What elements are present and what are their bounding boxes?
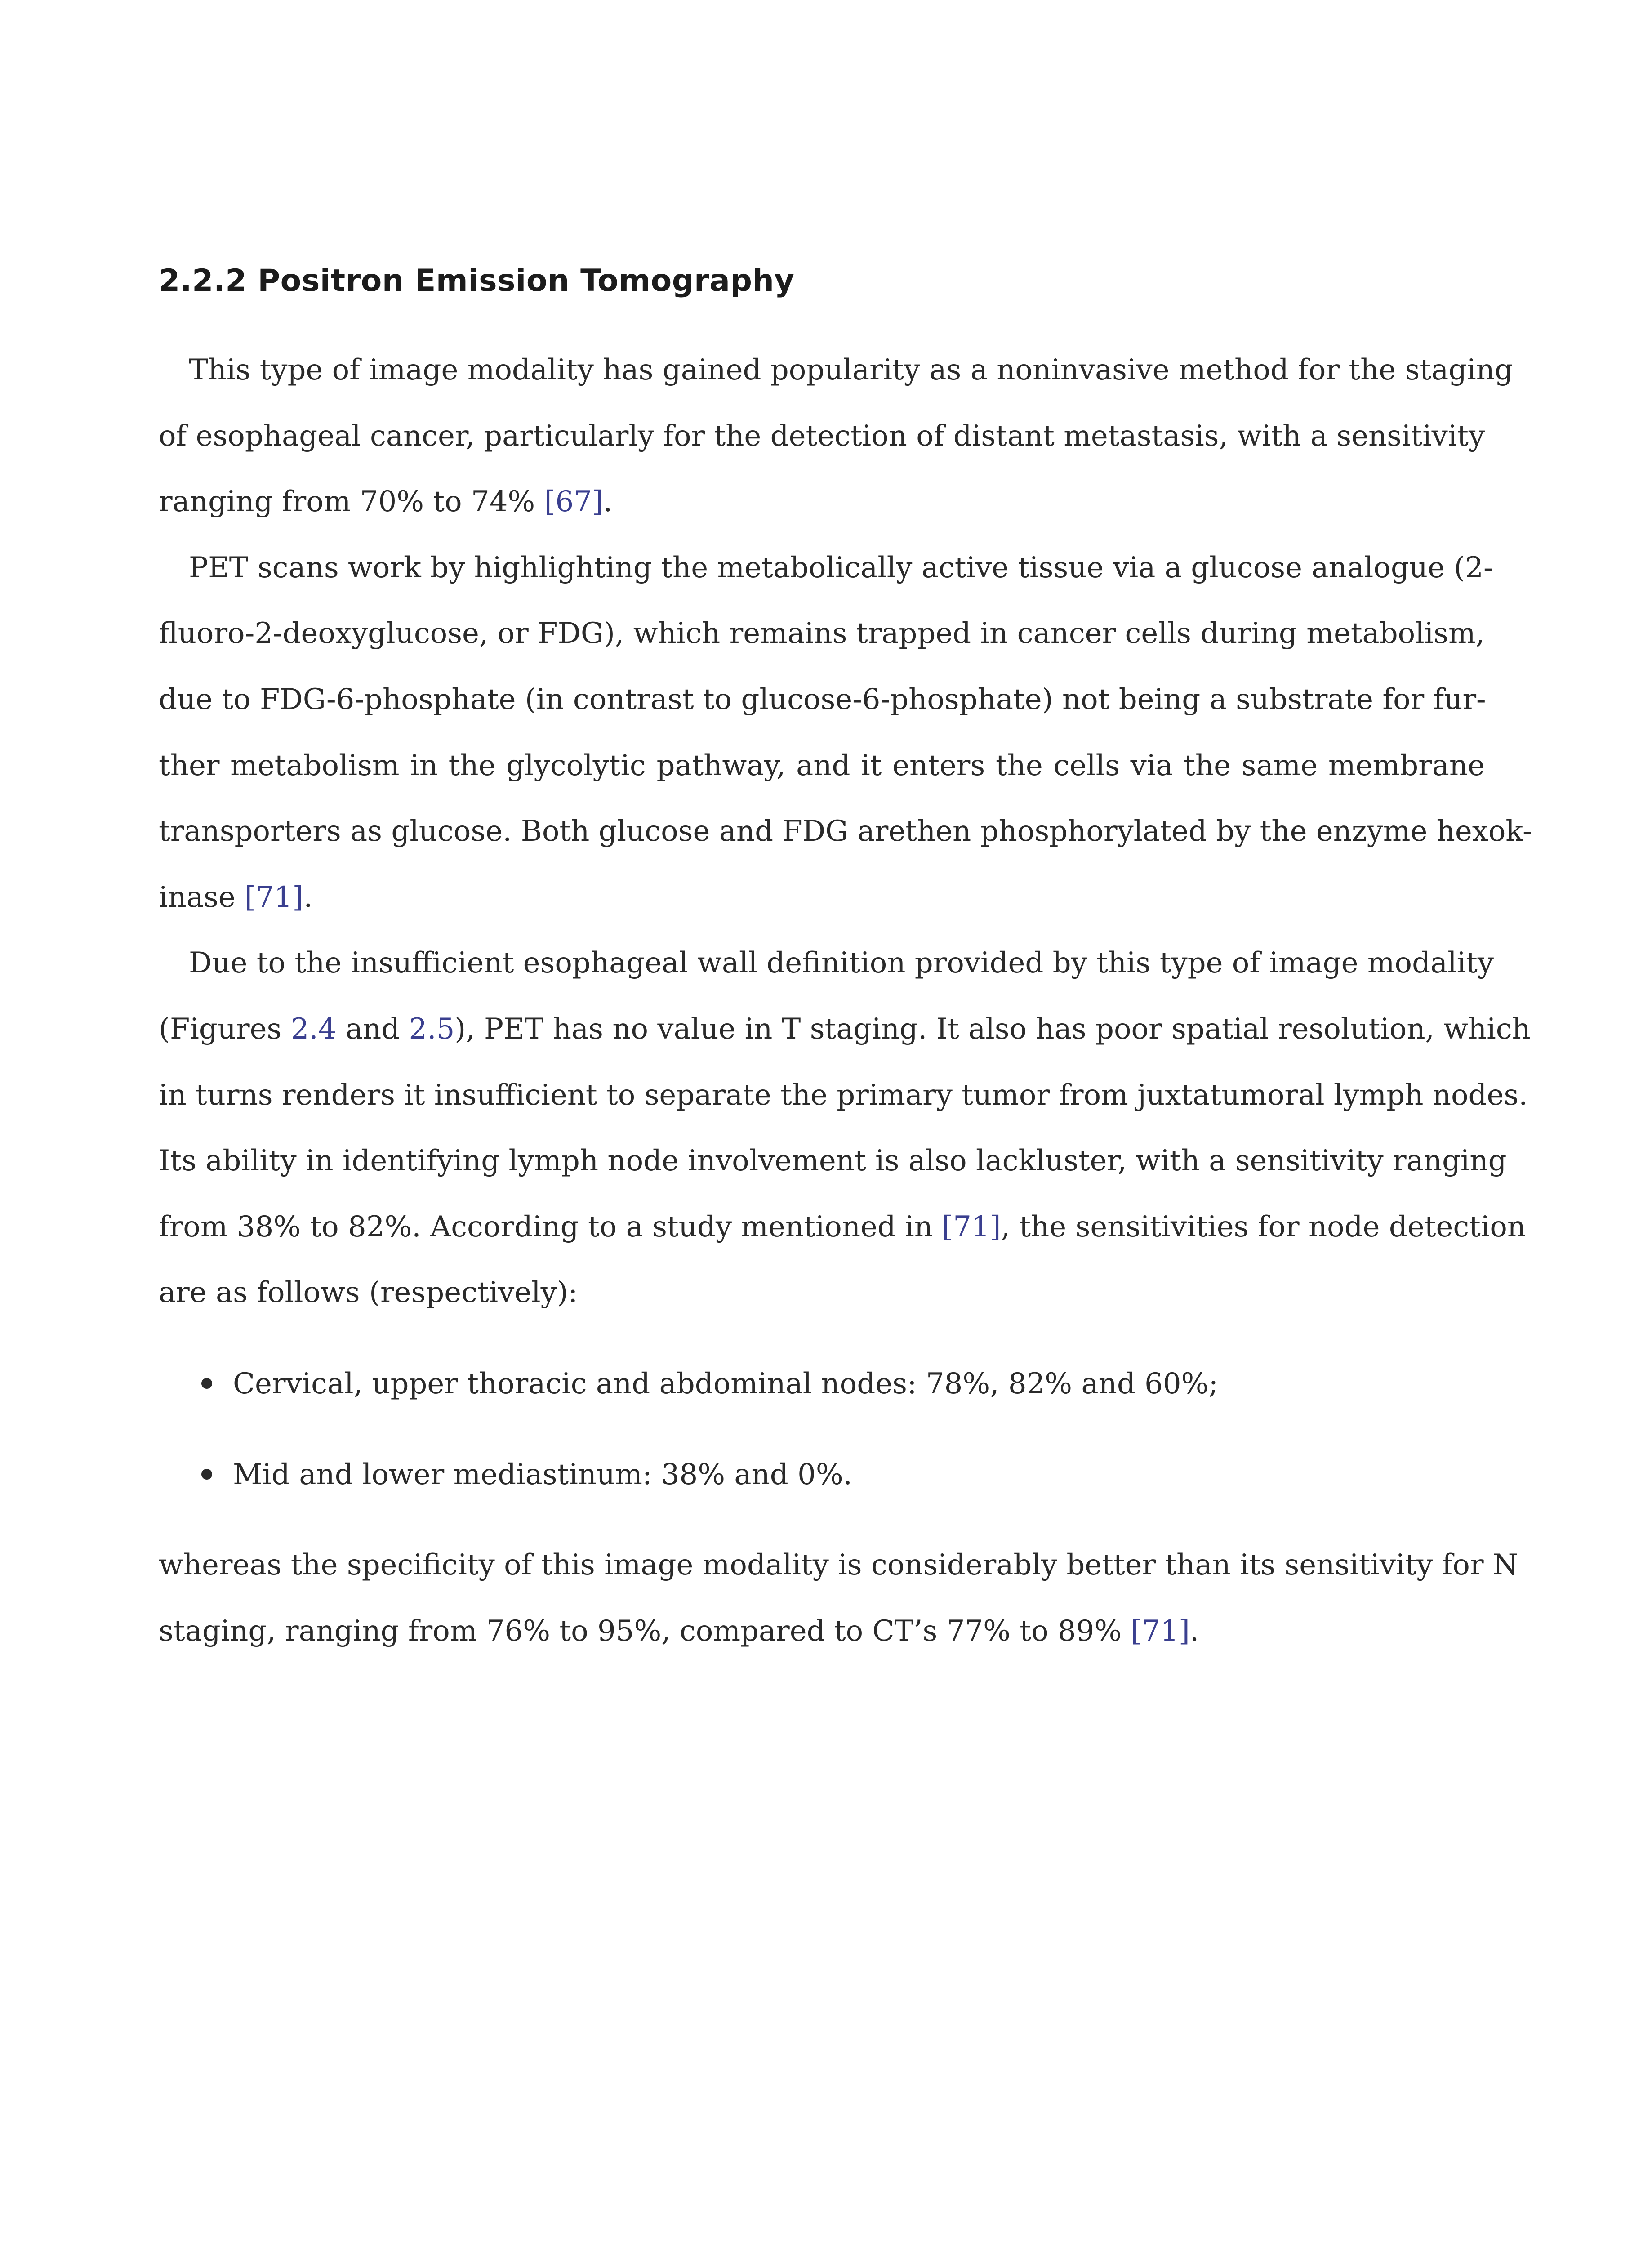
bullet-icon [201,1378,212,1389]
paragraph-line: Due to the insufficient esophageal wall definition provided by this type of image modality [189,946,1494,980]
paragraph-line: Its ability in identifying lymph node involvement is also lackluster, with a sensitivity ranging [159,1144,1507,1178]
list-item-text: Mid and lower mediastinum: 38% and 0%. [233,1458,852,1491]
paragraph-line: in turns renders it insufficient to separate the primary tumor from juxtatumoral lymph nodes. [159,1079,1528,1112]
citation-link[interactable]: [71] [942,1210,1001,1244]
paragraph-line: This type of image modality has gained popularity as a noninvasive method for the staging [189,353,1513,387]
paragraph-line: are as follows (respectively): [159,1276,578,1309]
citation-link[interactable]: [71] [1131,1615,1190,1648]
list-item-text: Cervical, upper thoracic and abdominal nodes: 78%, 82% and 60%; [233,1367,1218,1401]
paragraph-line: PET scans work by highlighting the metabolically active tissue via a glucose analogue (2- [189,551,1493,584]
citation-link[interactable]: [71] [244,881,304,914]
paragraph-line: (Figures 2.4 and 2.5), PET has no value in T staging. It also has poor spatial resolution, which [159,1012,1531,1046]
paragraph-line: ranging from 70% to 74% [67]. [159,485,613,518]
paragraph-line: from 38% to 82%. According to a study mentioned in [71], the sensitivities for node detection [159,1210,1526,1244]
paragraph-line: due to FDG-6-phosphate (in contrast to glucose-6-phosphate) not being a substrate for fur- [159,683,1486,716]
bullet-icon [201,1469,212,1480]
paragraph-line: ther metabolism in the glycolytic pathway, and it enters the cells via the same membrane [159,749,1485,782]
paragraph-line: staging, ranging from 76% to 95%, compared to CT’s 77% to 89% [71]. [159,1615,1199,1648]
paragraph-line: transporters as glucose. Both glucose and FDG arethen phosphorylated by the enzyme hexok- [159,815,1532,848]
paragraph-line: fluoro-2-deoxyglucose, or FDG), which remains trapped in cancer cells during metabolism, [159,617,1485,650]
section-heading: 2.2.2 Positron Emission Tomography [159,263,795,299]
paragraph-line: of esophageal cancer, particularly for the detection of distant metastasis, with a sensitivity [159,419,1485,453]
figure-reference-link[interactable]: 2.4 [290,1012,337,1046]
paragraph-line: inase [71]. [159,881,313,914]
figure-reference-link[interactable]: 2.5 [409,1012,455,1046]
citation-link[interactable]: [67] [544,485,603,518]
paragraph-line: whereas the specificity of this image modality is considerably better than its sensitivity for N [159,1548,1518,1582]
